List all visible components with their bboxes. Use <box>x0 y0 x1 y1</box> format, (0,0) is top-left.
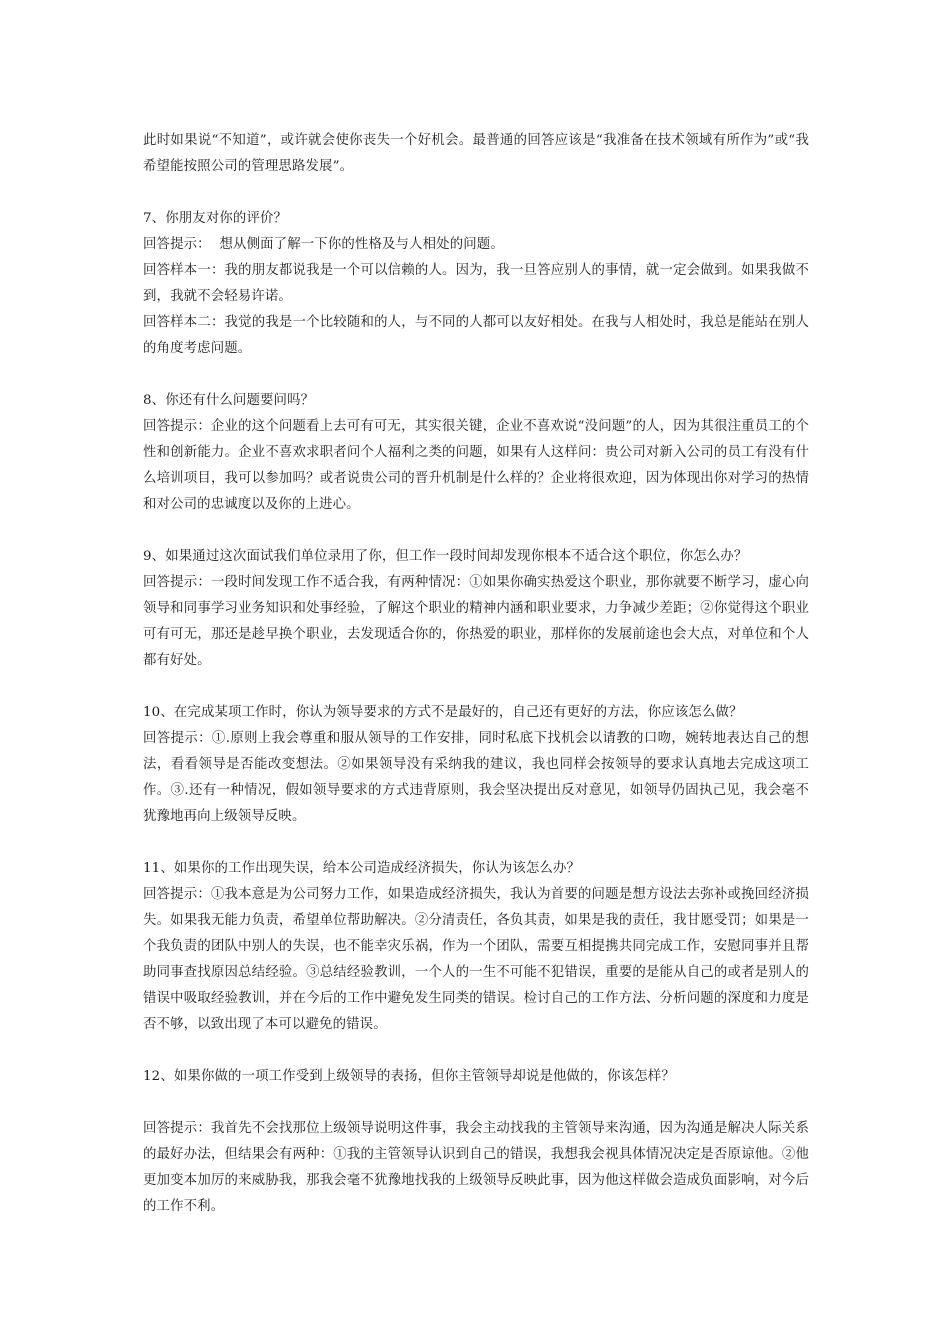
spacer <box>143 1090 809 1116</box>
document-page <box>143 128 809 1220</box>
question-10: 10、在完成某项工作时，你认为领导要求的方式不是最好的，自己还有更好的方法，你应该怎么做？ <box>143 705 743 720</box>
question-9: 9、如果通过这次面试我们单位录用了你，但工作一段时间却发现你根本不适合这个职位，你怎么办？ <box>143 549 748 564</box>
spacer <box>143 362 809 388</box>
spacer <box>143 830 809 856</box>
answer-hint-7: 回答提示： 想从侧面了解一下你的性格及与人相处的问题。 <box>143 237 504 252</box>
answer-hint-11: 回答提示：①我本意是为公司努力工作，如果造成经济损失，我认为首要的问题是想方设法去弥补或挽回经济损失。如果我无能力负责，希望单位帮助解决。②分清责任，各负其责，如果是我的责任，我甘愿受罚；如果是一个我负责的团队中别人的失误，也不能幸灾乐祸，作为一个团队，需要互相提携共同完成工作，安慰同事并且帮助同事查找原因总结经验。③总结经验教训，一个人的一生不可能不犯错误，重要的是能从自己的或者是别人的错误中吸取经验教训，并在今后的工作中避免发生同类的错误。检讨自己的工作方法、分析问题的深度和力度是否不够，以致出现了本可以避免的错误。 <box>143 887 809 1032</box>
spacer <box>143 1038 809 1064</box>
spacer <box>143 518 809 544</box>
question-12: 12、如果你做的一项工作受到上级领导的表扬，但你主管领导却说是他做的，你该怎样？ <box>143 1069 675 1084</box>
spacer <box>143 180 809 206</box>
answer-hint-10: 回答提示：①.原则上我会尊重和服从领导的工作安排，同时私底下找机会以请教的口吻，婉转地表达自己的想法，看看领导是否能改变想法。②如果领导没有采纳我的建议，我也同样会按领导的要求认真地去完成这项工作。③.还有一种情况，假如领导要求的方式违背原则，我会坚决提出反对意见，如领导仍固执己见，我会毫不犹豫地再向上级领导反映。 <box>143 731 809 824</box>
answer-sample-1: 回答样本一：我的朋友都说我是一个可以信赖的人。因为，我一旦答应别人的事情，就一定会做到。如果我做不到，我就不会轻易许诺。 <box>143 263 809 304</box>
answer-hint-8: 回答提示：企业的这个问题看上去可有可无，其实很关键，企业不喜欢说“没问题”的人，因为其很注重员工的个性和创新能力。企业不喜欢求职者问个人福利之类的问题，如果有人这样问：贵公司对新入公司的员工有没有什么培训项目，我可以参加吗？或者说贵公司的晋升机制是什么样的？企业将很欢迎，因为体现出你对学习的热情和对公司的忠诚度以及你的上进心。 <box>143 419 809 512</box>
question-8: 8、你还有什么问题要问吗？ <box>143 393 315 408</box>
question-11: 11、如果你的工作出现失误，给本公司造成经济损失，你认为该怎么办？ <box>143 861 581 876</box>
answer-hint-9: 回答提示：一段时间发现工作不适合我，有两种情况：①如果你确实热爱这个职业，那你就要不断学习，虚心向领导和同事学习业务知识和处事经验，了解这个职业的精神内涵和职业要求，力争减少差距；②你觉得这个职业可有可无，那还是趁早换个职业，去发现适合你的，你热爱的职业，那样你的发展前途也会大点，对单位和个人都有好处。 <box>143 575 809 668</box>
intro-paragraph: 此时如果说“不知道”，或许就会使你丧失一个好机会。最普通的回答应该是“我准备在技术领域有所作为”或“我希望能按照公司的管理思路发展”。 <box>143 133 809 174</box>
question-7: 7、你朋友对你的评价？ <box>143 211 288 226</box>
spacer <box>143 674 809 700</box>
answer-sample-2: 回答样本二：我觉的我是一个比较随和的人，与不同的人都可以友好相处。在我与人相处时，我总是能站在别人的角度考虑问题。 <box>143 315 809 356</box>
answer-hint-12: 回答提示：我首先不会找那位上级领导说明这件事，我会主动找我的主管领导来沟通，因为沟通是解决人际关系的最好办法，但结果会有两种：①我的主管领导认识到自己的错误，我想我会视具体情况决定是否原谅他。②他更加变本加厉的来威胁我，那我会毫不犹豫地找我的上级领导反映此事，因为他这样做会造成负面影响，对今后的工作不利。 <box>143 1121 809 1214</box>
